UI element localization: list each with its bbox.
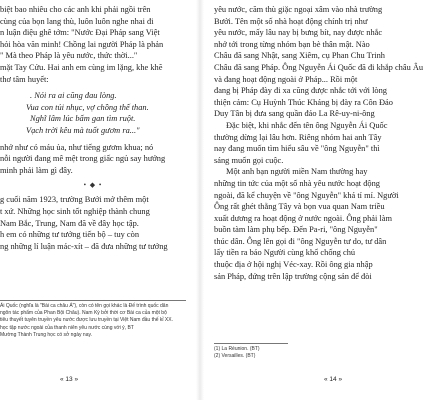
- text-line: Duy Tân bị đưa sang quần đảo La Rê-uy-ni-ông: [214, 109, 375, 119]
- text-line: " Mà theo Pháp là yêu nước, thức thời...": [0, 51, 138, 61]
- text-line: n luận điệu ghê tởm: "Nước Đại Pháp sang Việt: [0, 28, 160, 38]
- text-line: những tin tức của một số nhà yêu nước hoạt động: [214, 178, 380, 188]
- text-line: sản Pháp, đứng trên lập trường cộng sản để đòi: [214, 271, 372, 281]
- text-line: cùng của bọn lang thù, luôn luôn nghe nhai đi: [0, 16, 154, 26]
- right-page: [204, 0, 423, 400]
- text-line: t xứ. Những học sinh tốt nghiệp thành chung: [0, 206, 150, 216]
- footnote: tiêu thuyết tuyên truyền yêu nước được lưu truyền tại Việt Nam đầu thế kỉ XX.: [0, 317, 173, 324]
- text-line: sáng muốn gọi cuộc.: [214, 155, 284, 165]
- text-line: nhớ tới trong từng nhóm bạn bè thân mật. Nào: [214, 39, 370, 49]
- footnote: (2) Versailles. (BT): [214, 353, 256, 360]
- text-line: Ông rất ghét thằng Tây và bọn vua quan Nam triều: [214, 202, 385, 212]
- text-line: thuộc địa ở hội nghị Véc-xay. Rồi ông gia nhập: [214, 260, 373, 270]
- text-line: Đặc biệt, khi nhắc đến tên ông Nguyễn Ái Quốc: [226, 120, 388, 130]
- footnote: học tập nước ngoài của thanh niên yêu nước cùng với ý, BT: [0, 324, 134, 331]
- text-line: lấy tiền ra báo Người cùng khổ chống chủ: [214, 248, 356, 258]
- verse-line: Vua con tủi nhục, vợ chồng thế than.: [26, 102, 149, 112]
- left-footnotes: [0, 300, 186, 339]
- text-line: Nam Bắc, Trung, Nam đã về đây học tập.: [0, 218, 139, 228]
- text-line: thường dừng lại lâu hơn. Riêng nhóm hai anh Tây: [214, 132, 382, 142]
- page-number: « 13 »: [60, 376, 79, 383]
- text-line: đang bị Pháp đày đi xa cũng được nhắc tới với lòng: [214, 86, 387, 96]
- footnote: ngôn tác phẩm của Phan Bội Châu). Nam Kỳ bởi thời cơ Bài ca của một bộ: [0, 310, 167, 317]
- verse-line: Nghĩ lâm lúc bấm gan tìm ruột.: [30, 114, 136, 124]
- text-line: xuất dương ra hoạt động ở nước ngoài. Ông phải làm: [214, 213, 392, 223]
- text-line: ng những lí luận mác-xít – đã đưa những tư tưởng: [0, 241, 168, 251]
- text-line: ngoài, đã kể chuyện về "ông Nguyễn" khá tỉ mỉ. Người: [214, 190, 399, 200]
- text-line: buồn tàm làm phụ bếp. Đến Pa-ri, "ông Nguyễn": [214, 225, 378, 235]
- page-number: « 14 »: [324, 376, 343, 383]
- text-line: Một anh bạn người miền Nam thường hay: [226, 167, 368, 177]
- text-line: nhớ như có máu ủa, như tiếng gươm khua; nó: [0, 142, 154, 152]
- footnote: (1) La Réunion. (BT): [214, 346, 260, 352]
- right-footnotes: [214, 343, 288, 360]
- text-line: nay đang muốn tìm hiểu sâu về "ông Nguyễn" thì: [214, 144, 380, 154]
- text-line: thúc dân. Ông lên gọi đi "ông Nguyễn tư do, tư dân: [214, 236, 387, 246]
- footnote: Mường Thành Trung học có sở ngày nay.: [0, 331, 92, 338]
- text-line: Bưởi. Tên một số nhà hoạt động chính trị như: [214, 16, 368, 26]
- text-line: thơ tâm huyết:: [0, 74, 49, 84]
- verse-line: Vạch trời kêu mà tuốt gươm ra...": [26, 125, 140, 135]
- text-line: và đang hoạt động ngoài ở Pháp... Rồi một: [214, 74, 358, 84]
- section-separator: • ◆ •: [83, 181, 103, 190]
- text-line: biệt bao nhiêu cho các anh khi phải ngồi trên: [0, 5, 151, 14]
- left-page: [0, 0, 196, 400]
- text-line: hỏi hòa văn minh! Chồng lai người Pháp là phản: [0, 39, 164, 49]
- text-line: yêu nước, mấy lâu nay bị bưng bít, nay được nhắc: [214, 28, 383, 38]
- verse-line: . Nói ra ai cũng đau lòng.: [30, 91, 117, 101]
- text-line: minh phải làm gì đây.: [0, 165, 73, 175]
- right-page-body: [214, 4, 423, 282]
- text-line: h em có những tư tưởng tiến bộ – tuy còn: [0, 230, 140, 240]
- footnote: Ái Quốc (nghĩa là "Bài ca châu Á"), còn có tên gọi khác là Đế trình quốc dân: [0, 303, 169, 309]
- text-line: mặt Tay Cửu. Hai anh em cùng im lặng, khe khẽ: [0, 62, 163, 72]
- text-line: Châu đã sang Nhật, sang Xiêm, cụ Phan Chu Trinh: [214, 51, 385, 61]
- left-page-body: [0, 4, 186, 252]
- text-line: g cuối năm 1923, trường Bưởi mở thêm một: [0, 195, 149, 205]
- book-gutter: [196, 0, 204, 400]
- text-line: Châu đã sang Pháp. Ông Nguyễn Ái Quốc đã đi khắp châu Âu: [214, 62, 423, 72]
- text-line: thiện cảm: Cụ Huỳnh Thúc Kháng bị đày ra Côn Đảo: [214, 97, 393, 107]
- text-line: nỗi người đang mê mệt trong giấc ngủ say hướng: [0, 154, 166, 164]
- text-line: yêu nước, căm thù giặc ngoại xâm vào nhà trường: [214, 5, 383, 14]
